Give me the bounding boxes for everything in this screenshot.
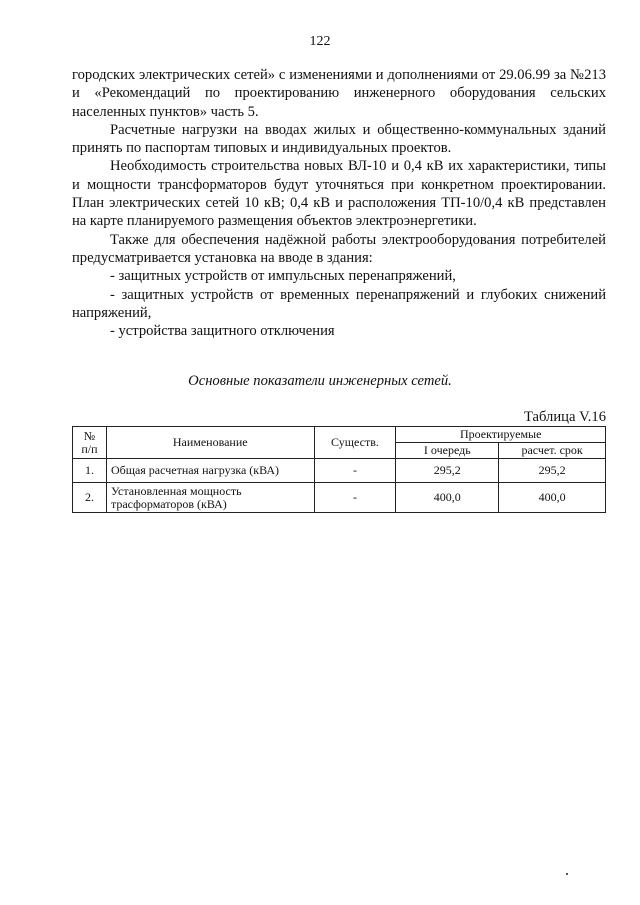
- header-stage1: I очередь: [396, 443, 499, 459]
- header-projected: Проектируемые: [396, 427, 606, 443]
- cell-stage1: 295,2: [396, 459, 499, 483]
- cell-existing: -: [314, 483, 396, 513]
- table-row: [73, 483, 606, 513]
- cell-num: 2.: [73, 483, 107, 513]
- table-caption: Таблица V.16: [523, 409, 606, 425]
- cell-existing: -: [314, 459, 396, 483]
- header-term: расчет. срок: [499, 443, 606, 459]
- header-name: Наименование: [106, 427, 314, 459]
- paragraph: Расчетные нагрузки на вводах жилых и общественно-коммунальных зданий принять по паспортам типовых и индивидуальных проектов.: [72, 121, 606, 157]
- list-item: - защитных устройств от временных перенапряжений и глубоких снижений напряжений,: [72, 286, 606, 321]
- cell-name: Общая расчетная нагрузка (кВА): [106, 459, 314, 483]
- page-number: 122: [309, 34, 331, 49]
- header-existing: Существ.: [314, 427, 396, 459]
- cell-stage1: 400,0: [396, 483, 499, 513]
- table-header-row: [73, 427, 606, 443]
- scan-mark: [566, 873, 568, 875]
- body-text: [72, 66, 606, 340]
- paragraph: Также для обеспечения надёжной работы электрооборудования потребителей предусматривается установка на вводе в здания:: [72, 231, 606, 266]
- cell-num: 1.: [73, 459, 107, 483]
- cell-name: Установленная мощность трасформаторов (кВА): [106, 483, 314, 513]
- paragraph: Необходимость строительства новых ВЛ-10 и 0,4 кВ их характеристики, типы и мощности трансформаторов будут уточняться при конкретном проектировании. План электрических сетей 10 кВ; 0,4 кВ и расположения ТП-10/0,4 кВ представлен на карте планируемого размещения объектов электроэнергетики.: [72, 158, 606, 230]
- table-row: [73, 459, 606, 483]
- paragraph: городских электрических сетей» с изменениями и дополнениями от 29.06.99 за №213 и «Рекомендаций по проектированию инженерного оборудования сельских населенных пунктов» часть 5.: [72, 67, 606, 120]
- table-heading: Основные показатели инженерных сетей.: [188, 373, 452, 389]
- indicators-table: [72, 426, 606, 513]
- cell-term: 295,2: [499, 459, 606, 483]
- list-item: - устройства защитного отключения: [110, 323, 335, 340]
- cell-term: 400,0: [499, 483, 606, 513]
- list-item: - защитных устройств от импульсных перенапряжений,: [110, 268, 456, 285]
- header-num: № п/п: [73, 427, 107, 459]
